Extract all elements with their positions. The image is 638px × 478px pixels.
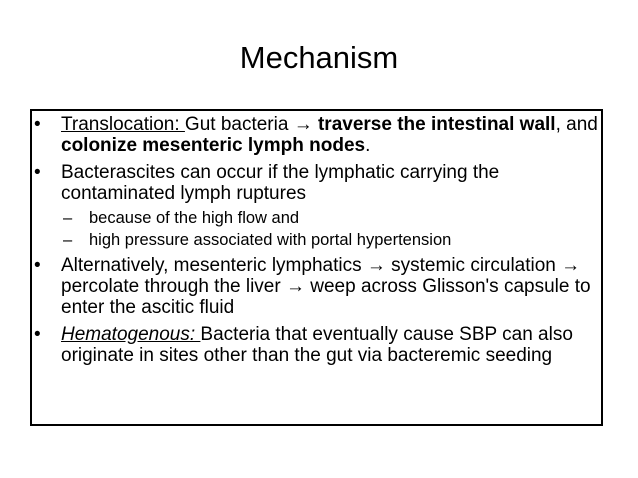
bullet-text: percolate through the liver [61, 276, 286, 297]
bullet-hematogenous [34, 324, 604, 366]
bullet-dot: • [34, 162, 41, 183]
sub-bullet-text: high pressure associated with portal hypertension [89, 231, 452, 249]
bullet-dot: • [34, 114, 41, 135]
bullet-dot: • [34, 324, 41, 345]
bullet-translocation [34, 114, 604, 156]
bold-text: colonize mesenteric lymph nodes [61, 135, 366, 156]
bullet-text: weep across Glisson's capsule to enter the ascitic fluid [61, 276, 591, 318]
sub-bullet-dash: – [63, 231, 73, 249]
arrow-icon: → [293, 114, 313, 135]
slide-title: Mechanism [239, 40, 399, 75]
sub-bullet-high-flow [34, 208, 604, 228]
hematogenous-label: Hematogenous: [61, 324, 201, 345]
sub-bullet-dash: – [63, 209, 73, 227]
bullet-text: Bacteria that eventually cause SBP can also originate in sites other than the gut via bacteremic seeding [61, 324, 573, 366]
bullet-alternatively [34, 255, 604, 318]
bullet-list [34, 114, 604, 372]
bullet-text: . [365, 135, 371, 156]
translocation-label: Translocation: [61, 114, 185, 135]
bullet-text: Bacterascites can occur if the lymphatic carrying the contaminated lymph ruptures [61, 162, 500, 204]
arrow-icon: → [285, 276, 305, 297]
sub-bullet-text: because of the high flow and [89, 209, 300, 227]
arrow-icon: → [366, 255, 386, 276]
bullet-text: Alternatively, mesenteric lymphatics [61, 255, 367, 276]
arrow-icon: → [561, 255, 581, 276]
bullet-text: , and [555, 114, 598, 135]
bullet-bacterascites [34, 162, 604, 204]
bullet-text: systemic circulation [385, 255, 562, 276]
bullet-text: Gut bacteria [184, 114, 294, 135]
bold-text: traverse the intestinal wall [317, 114, 556, 135]
sub-bullet-high-pressure [34, 230, 604, 250]
bullet-dot: • [34, 255, 41, 276]
